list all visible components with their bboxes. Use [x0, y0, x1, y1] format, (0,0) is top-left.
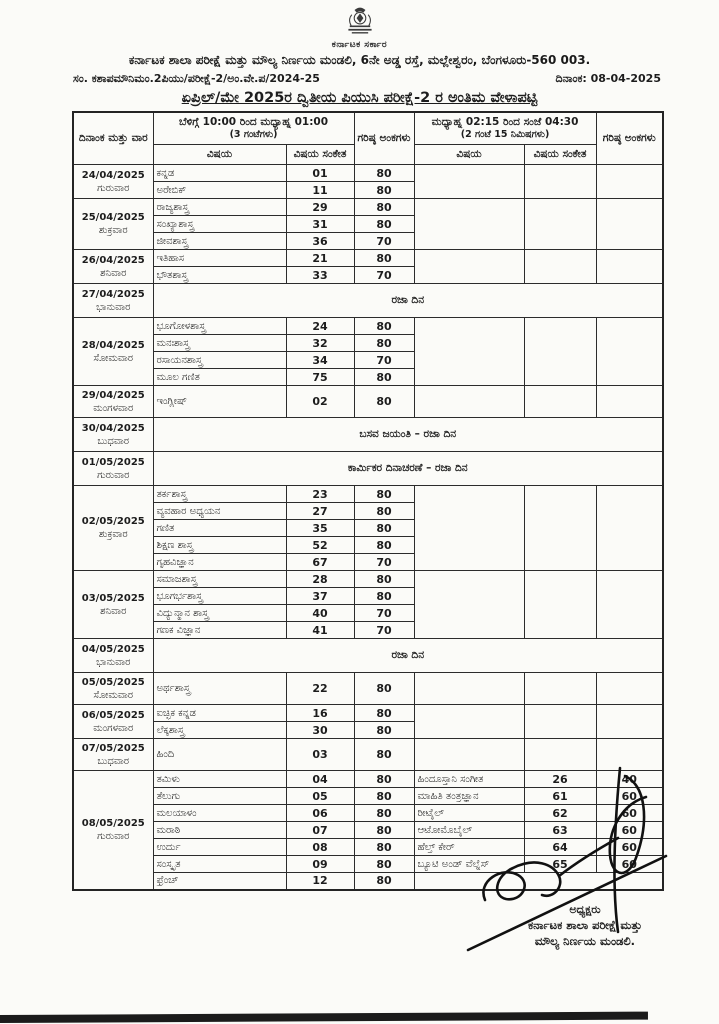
- subject-code-cell: 12: [286, 873, 354, 890]
- max-marks-cell: 80: [354, 805, 414, 822]
- col-header-subject-morning: ವಿಷಯ: [153, 145, 286, 165]
- pm-subject-code-cell: [524, 165, 596, 199]
- max-marks-cell: 70: [354, 554, 414, 571]
- table-row: [73, 805, 663, 822]
- subject-code-cell: 23: [286, 486, 354, 503]
- pm-max-marks-cell: [596, 250, 663, 284]
- max-marks-cell: 80: [354, 537, 414, 554]
- table-row: [73, 386, 663, 418]
- pm-subject-code-cell: [524, 705, 596, 739]
- max-marks-cell: 80: [354, 216, 414, 233]
- day-text: ಶುಕ್ರವಾರ: [98, 529, 128, 541]
- subject-cell: ತಮಿಳು: [153, 771, 286, 788]
- subject-cell: ಮನಃಶಾಸ್ತ್ರ: [153, 335, 286, 352]
- pm-subject-cell: [414, 571, 524, 639]
- holiday-cell: ಬಸವ ಜಯಂತಿ – ರಜಾ ದಿನ: [153, 418, 663, 452]
- col-header-max-marks-morning: ಗರಿಷ್ಠ ಅಂಕಗಳು: [354, 112, 414, 165]
- max-marks-cell: 80: [354, 705, 414, 722]
- pm-subject-cell: ಮಾಹಿತಿ ತಂತ್ರಜ್ಞಾನ: [414, 788, 524, 805]
- date-cell: [73, 639, 153, 673]
- pm-subject-cell: [414, 705, 524, 739]
- table-row: [73, 165, 663, 182]
- col-header-morning-session: [153, 112, 354, 145]
- pm-max-marks-cell: 60: [596, 839, 663, 856]
- day-text: ಸೋಮವಾರ: [93, 352, 134, 364]
- day-text: ಶನಿವಾರ: [100, 605, 127, 617]
- pm-empty-cell: [414, 873, 663, 890]
- date-text: 25/04/2025: [81, 212, 145, 224]
- pm-subject-cell: ಆಟೋಮೊಬೈಲ್: [414, 822, 524, 839]
- date-text: 28/04/2025: [81, 339, 145, 351]
- table-row-holiday: [73, 418, 663, 452]
- max-marks-cell: 70: [354, 267, 414, 284]
- day-text: ಶುಕ್ರವಾರ: [98, 225, 128, 237]
- pm-subject-cell: [414, 250, 524, 284]
- holiday-cell: ರಜಾ ದಿನ: [153, 284, 663, 318]
- max-marks-cell: 80: [354, 722, 414, 739]
- exam-timetable: [72, 111, 664, 891]
- subject-code-cell: 22: [286, 673, 354, 705]
- pm-subject-code-cell: 65: [524, 856, 596, 873]
- pm-max-marks-cell: [596, 739, 663, 771]
- date-cell: [73, 250, 153, 284]
- pm-max-marks-cell: 60: [596, 822, 663, 839]
- reference-row: [73, 72, 661, 86]
- table-row: [73, 571, 663, 588]
- pm-subject-code-cell: 63: [524, 822, 596, 839]
- date-text: 04/05/2025: [81, 643, 145, 655]
- pm-subject-code-cell: [524, 386, 596, 418]
- pm-max-marks-cell: 40: [596, 771, 663, 788]
- day-text: ಗುರುವಾರ: [97, 182, 130, 194]
- date-text: 05/05/2025: [81, 676, 145, 688]
- subject-cell: ರಸಾಯನಶಾಸ್ತ್ರ: [153, 352, 286, 369]
- date-cell: [73, 739, 153, 771]
- day-text: ಶನಿವಾರ: [100, 267, 127, 279]
- subject-cell: ಸಂಸ್ಕೃತ: [153, 856, 286, 873]
- subject-cell: ಇಂಗ್ಲೀಷ್: [153, 386, 286, 418]
- max-marks-cell: 80: [354, 369, 414, 386]
- day-text: ಗುರುವಾರ: [97, 469, 130, 481]
- signature-footer: [455, 903, 715, 949]
- subject-code-cell: 30: [286, 722, 354, 739]
- subject-cell: ಸಮಾಜಶಾಸ್ತ್ರ: [153, 571, 286, 588]
- date-text: 26/04/2025: [81, 254, 145, 266]
- table-row: [73, 318, 663, 335]
- subject-code-cell: 07: [286, 822, 354, 839]
- table-row: [73, 839, 663, 856]
- subject-cell: ಕನ್ನಡ: [153, 165, 286, 182]
- subject-code-cell: 67: [286, 554, 354, 571]
- table-row: [73, 856, 663, 873]
- table-row: [73, 199, 663, 216]
- max-marks-cell: 70: [354, 605, 414, 622]
- subject-cell: ಜೀವಶಾಸ್ತ್ರ: [153, 233, 286, 250]
- subject-code-cell: 01: [286, 165, 354, 182]
- ref-number: ಸಂ. ಕಶಾಪಮೌನಿಮಂ.2ಪಿಯು/ಪರೀಕ್ಷೆ-2/ಅಂ.ವೇ.ಪ/2024-25: [73, 72, 320, 85]
- date-cell: [73, 165, 153, 199]
- date-cell: [73, 386, 153, 418]
- subject-cell: ಗೃಹವಿಜ್ಞಾನ: [153, 554, 286, 571]
- table-row: [73, 705, 663, 722]
- pm-max-marks-cell: [596, 318, 663, 386]
- morning-session-duration: (3 ಗಂಟೆಗಳು): [229, 129, 278, 141]
- subject-cell: ಭೂಗೋಳಶಾಸ್ತ್ರ: [153, 318, 286, 335]
- subject-cell: ಅರ್ಥಶಾಸ್ತ್ರ: [153, 673, 286, 705]
- table-row: [73, 822, 663, 839]
- pm-subject-code-cell: [524, 486, 596, 571]
- max-marks-cell: 80: [354, 739, 414, 771]
- emblem-caption: ಕರ್ನಾಟಕ ಸರ್ಕಾರ: [331, 40, 388, 50]
- date-cell: [73, 284, 153, 318]
- pm-max-marks-cell: [596, 571, 663, 639]
- subject-code-cell: 11: [286, 182, 354, 199]
- pm-subject-code-cell: [524, 250, 596, 284]
- col-header-max-marks-afternoon: ಗರಿಷ್ಠ ಅಂಕಗಳು: [596, 112, 663, 165]
- subject-cell: ವ್ಯವಹಾರ ಅಧ್ಯಯನ: [153, 503, 286, 520]
- date-text: 07/05/2025: [81, 742, 145, 754]
- pm-subject-cell: ರೀಟೈಲ್: [414, 805, 524, 822]
- table-row: [73, 673, 663, 705]
- max-marks-cell: 80: [354, 588, 414, 605]
- morning-session-time: ಬೆಳಿಗ್ಗೆ 10:00 ರಿಂದ ಮಧ್ಯಾಹ್ನ 01:00: [178, 116, 329, 128]
- footer-org-line2: ಮೌಲ್ಯ ನಿರ್ಣಯ ಮಂಡಲಿ.: [534, 934, 636, 949]
- day-text: ಬುಧವಾರ: [97, 755, 130, 767]
- subject-cell: ಭೌತಶಾಸ್ತ್ರ: [153, 267, 286, 284]
- pm-subject-code-cell: 64: [524, 839, 596, 856]
- subject-code-cell: 75: [286, 369, 354, 386]
- subject-code-cell: 28: [286, 571, 354, 588]
- pm-subject-cell: ಹೆಲ್ತ್ ಕೇರ್: [414, 839, 524, 856]
- subject-code-cell: 40: [286, 605, 354, 622]
- table-row: [73, 739, 663, 771]
- table-row-holiday: [73, 639, 663, 673]
- subject-code-cell: 37: [286, 588, 354, 605]
- subject-code-cell: 04: [286, 771, 354, 788]
- max-marks-cell: 80: [354, 199, 414, 216]
- document-title: ಏಪ್ರಿಲ್/ಮೇ 2025ರ ದ್ವಿತೀಯ ಪಿಯುಸಿ ಪರೀಕ್ಷೆ-2 ರ ಅಂತಿಮ ವೇಳಾಪಟ್ಟಿ: [181, 90, 538, 106]
- date-text: 03/05/2025: [81, 592, 145, 604]
- table-row: [73, 250, 663, 267]
- subject-code-cell: 27: [286, 503, 354, 520]
- col-header-subject-code-afternoon: ವಿಷಯ ಸಂಕೇತ: [524, 145, 596, 165]
- day-text: ಬುಧವಾರ: [97, 435, 130, 447]
- issue-date: ದಿನಾಂಕ: 08-04-2025: [555, 72, 661, 85]
- max-marks-cell: 80: [354, 386, 414, 418]
- subject-cell: ವಿದ್ಯುನ್ಮಾನ ಶಾಸ್ತ್ರ: [153, 605, 286, 622]
- max-marks-cell: 80: [354, 335, 414, 352]
- subject-cell: ಅರೇಬಿಕ್: [153, 182, 286, 199]
- org-address: ಕರ್ನಾಟಕ ಶಾಲಾ ಪರೀಕ್ಷೆ ಮತ್ತು ಮೌಲ್ಯ ನಿರ್ಣಯ ಮಂಡಲಿ, 6ನೇ ಅಡ್ಡ ರಸ್ತೆ, ಮಲ್ಲೇಶ್ವರಂ, ಬೆಂಗಳೂರು-560 003.: [128, 53, 591, 67]
- col-header-subject-code-morning: ವಿಷಯ ಸಂಕೇತ: [286, 145, 354, 165]
- col-header-afternoon-session: [414, 112, 596, 145]
- table-row: [73, 486, 663, 503]
- table-row: [73, 873, 663, 890]
- max-marks-cell: 70: [354, 622, 414, 639]
- pm-subject-code-cell: [524, 739, 596, 771]
- subject-cell: ರಾಜ್ಯಶಾಸ್ತ್ರ: [153, 199, 286, 216]
- max-marks-cell: 80: [354, 788, 414, 805]
- timetable-head: [73, 112, 663, 165]
- pm-max-marks-cell: [596, 199, 663, 250]
- subject-code-cell: 16: [286, 705, 354, 722]
- timetable-body: [73, 165, 663, 890]
- afternoon-session-duration: (2 ಗಂಟೆ 15 ನಿಮಿಷಗಳು): [460, 129, 550, 141]
- date-cell: [73, 771, 153, 890]
- date-text: 29/04/2025: [81, 389, 145, 401]
- pm-subject-code-cell: 61: [524, 788, 596, 805]
- subject-code-cell: 32: [286, 335, 354, 352]
- subject-cell: ತರ್ಕಶಾಸ್ತ್ರ: [153, 486, 286, 503]
- pm-subject-code-cell: [524, 199, 596, 250]
- subject-code-cell: 08: [286, 839, 354, 856]
- pm-subject-cell: [414, 199, 524, 250]
- date-text: 30/04/2025: [81, 422, 145, 434]
- date-cell: [73, 673, 153, 705]
- max-marks-cell: 70: [354, 352, 414, 369]
- date-cell: [73, 705, 153, 739]
- date-cell: [73, 418, 153, 452]
- pm-max-marks-cell: 60: [596, 788, 663, 805]
- subject-code-cell: 03: [286, 739, 354, 771]
- subject-cell: ಗಣಿತ: [153, 520, 286, 537]
- max-marks-cell: 80: [354, 856, 414, 873]
- pm-max-marks-cell: [596, 705, 663, 739]
- max-marks-cell: 80: [354, 873, 414, 890]
- max-marks-cell: 80: [354, 250, 414, 267]
- date-text: 27/04/2025: [81, 288, 145, 300]
- subject-cell: ಸಂಖ್ಯಾಶಾಸ್ತ್ರ: [153, 216, 286, 233]
- subject-code-cell: 02: [286, 386, 354, 418]
- subject-cell: ಮೂಲ ಗಣಿತ: [153, 369, 286, 386]
- subject-code-cell: 09: [286, 856, 354, 873]
- pm-subject-cell: ಹಿಂದೂಸ್ತಾನಿ ಸಂಗೀತ: [414, 771, 524, 788]
- date-text: 06/05/2025: [81, 709, 145, 721]
- subject-cell: ಮಲಯಾಳಂ: [153, 805, 286, 822]
- pm-max-marks-cell: 60: [596, 856, 663, 873]
- pm-subject-cell: [414, 318, 524, 386]
- date-text: 24/04/2025: [81, 169, 145, 181]
- max-marks-cell: 80: [354, 318, 414, 335]
- subject-cell: ಭೂಗರ್ಭಶಾಸ್ತ್ರ: [153, 588, 286, 605]
- table-row: [73, 788, 663, 805]
- pm-max-marks-cell: [596, 486, 663, 571]
- date-cell: [73, 452, 153, 486]
- subject-code-cell: 31: [286, 216, 354, 233]
- holiday-cell: ರಜಾ ದಿನ: [153, 639, 663, 673]
- subject-code-cell: 33: [286, 267, 354, 284]
- afternoon-session-time: ಮಧ್ಯಾಹ್ನ 02:15 ರಿಂದ ಸಂಜೆ 04:30: [431, 116, 579, 128]
- subject-code-cell: 24: [286, 318, 354, 335]
- date-cell: [73, 199, 153, 250]
- subject-cell: ಐಚ್ಛಿಕ ಕನ್ನಡ: [153, 705, 286, 722]
- subject-code-cell: 05: [286, 788, 354, 805]
- pm-subject-cell: [414, 486, 524, 571]
- footer-designation: ಅಧ್ಯಕ್ಷರು: [569, 903, 601, 916]
- pm-subject-cell: ಬ್ಯೂಟಿ ಅಂಡ್ ವೆಲ್ನೆಸ್: [414, 856, 524, 873]
- subject-code-cell: 41: [286, 622, 354, 639]
- subject-code-cell: 35: [286, 520, 354, 537]
- subject-cell: ಮರಾಠಿ: [153, 822, 286, 839]
- scan-edge-strip: [0, 1012, 648, 1023]
- subject-cell: ಉರ್ದು: [153, 839, 286, 856]
- day-text: ಮಂಗಳವಾರ: [93, 402, 134, 414]
- day-text: ಭಾನುವಾರ: [96, 301, 131, 313]
- max-marks-cell: 70: [354, 233, 414, 250]
- pm-subject-cell: [414, 386, 524, 418]
- col-header-date-day: ದಿನಾಂಕ ಮತ್ತು ವಾರ: [73, 112, 153, 165]
- pm-subject-code-cell: [524, 571, 596, 639]
- max-marks-cell: 80: [354, 571, 414, 588]
- pm-subject-code-cell: 62: [524, 805, 596, 822]
- max-marks-cell: 80: [354, 822, 414, 839]
- subject-cell: ಇತಿಹಾಸ: [153, 250, 286, 267]
- pm-subject-code-cell: [524, 673, 596, 705]
- subject-cell: ತೆಲುಗು: [153, 788, 286, 805]
- pm-subject-code-cell: 26: [524, 771, 596, 788]
- pm-subject-cell: [414, 165, 524, 199]
- max-marks-cell: 80: [354, 839, 414, 856]
- date-cell: [73, 318, 153, 386]
- subject-code-cell: 52: [286, 537, 354, 554]
- day-text: ಗುರುವಾರ: [97, 830, 130, 842]
- max-marks-cell: 80: [354, 182, 414, 199]
- pm-max-marks-cell: [596, 386, 663, 418]
- date-text: 02/05/2025: [81, 516, 145, 528]
- pm-max-marks-cell: 60: [596, 805, 663, 822]
- subject-code-cell: 36: [286, 233, 354, 250]
- max-marks-cell: 80: [354, 771, 414, 788]
- pm-subject-cell: [414, 739, 524, 771]
- max-marks-cell: 80: [354, 486, 414, 503]
- date-cell: [73, 486, 153, 571]
- table-row-holiday: [73, 284, 663, 318]
- subject-cell: ಶಿಕ್ಷಣ ಶಾಸ್ತ್ರ: [153, 537, 286, 554]
- pm-max-marks-cell: [596, 673, 663, 705]
- day-text: ಭಾನುವಾರ: [96, 656, 131, 668]
- max-marks-cell: 80: [354, 503, 414, 520]
- karnataka-emblem-icon: [0, 3, 719, 40]
- date-text: 01/05/2025: [81, 456, 145, 468]
- pm-subject-code-cell: [524, 318, 596, 386]
- subject-code-cell: 34: [286, 352, 354, 369]
- pm-max-marks-cell: [596, 165, 663, 199]
- max-marks-cell: 80: [354, 673, 414, 705]
- subject-cell: ಗಣಕ ವಿಜ್ಞಾನ: [153, 622, 286, 639]
- table-row-holiday: [73, 452, 663, 486]
- holiday-cell: ಕಾರ್ಮಿಕರ ದಿನಾಚರಣೆ – ರಜಾ ದಿನ: [153, 452, 663, 486]
- subject-code-cell: 06: [286, 805, 354, 822]
- subject-code-cell: 29: [286, 199, 354, 216]
- document-header: [0, 0, 719, 106]
- subject-cell: ಲೆಕ್ಕಶಾಸ್ತ್ರ: [153, 722, 286, 739]
- col-header-subject-afternoon: ವಿಷಯ: [414, 145, 524, 165]
- date-text: 08/05/2025: [81, 817, 145, 829]
- day-text: ಸೋಮವಾರ: [93, 689, 134, 701]
- max-marks-cell: 80: [354, 520, 414, 537]
- pm-subject-cell: [414, 673, 524, 705]
- table-row: [73, 771, 663, 788]
- subject-code-cell: 21: [286, 250, 354, 267]
- date-cell: [73, 571, 153, 639]
- subject-cell: ಹಿಂದಿ: [153, 739, 286, 771]
- day-text: ಮಂಗಳವಾರ: [93, 722, 134, 734]
- footer-org-line1: ಕರ್ನಾಟಕ ಶಾಲಾ ಪರೀಕ್ಷೆ ಮತ್ತು: [528, 918, 642, 932]
- subject-cell: ಫ್ರೆಂಚ್: [153, 873, 286, 890]
- max-marks-cell: 80: [354, 165, 414, 182]
